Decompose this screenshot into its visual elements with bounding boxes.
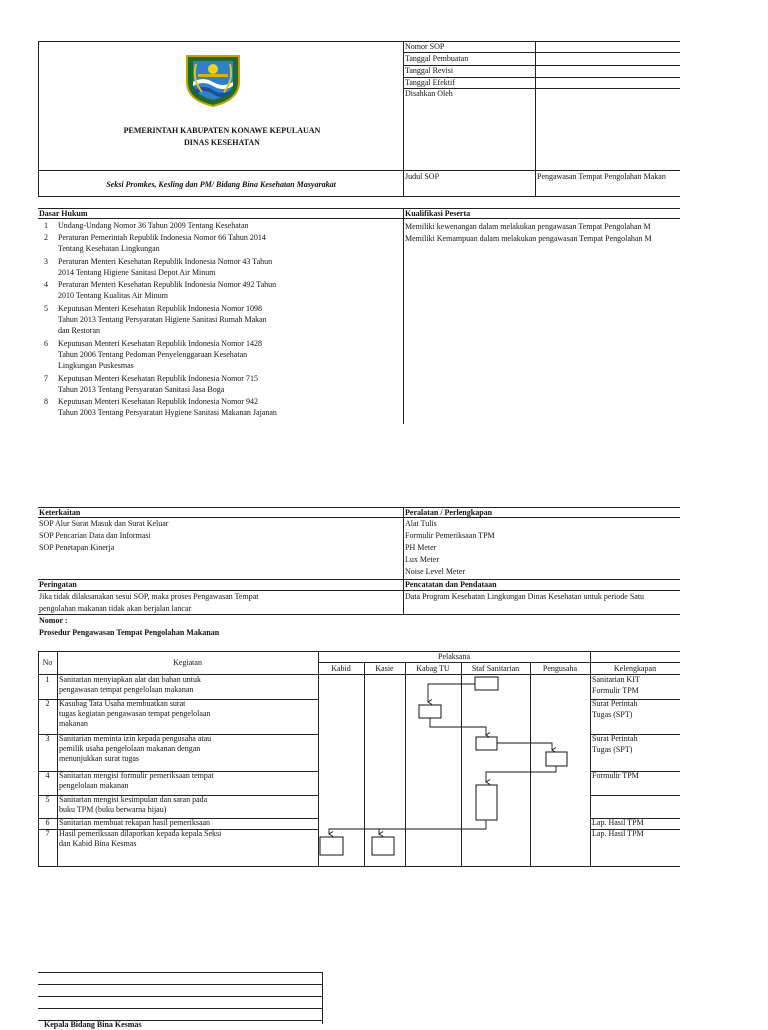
dasar-hukum-item-text: Keputusan Menteri Kesehatan Republik Indonesia Nomor 1428 <box>58 338 262 348</box>
dasar-hukum-item-text: Tentang Kesehatan Lingkungan <box>58 244 160 253</box>
peralatan-title: Peralatan / Perlengkapan <box>405 508 493 517</box>
procedure-step-text: Kasubag Tata Usaha membuatkan surat <box>59 699 186 708</box>
flow-step-7-kabid-box <box>320 837 343 855</box>
flow-step-3b-box <box>546 752 567 766</box>
dasar-hukum-item-text: Keputusan Menteri Kesehatan Republik Indonesia Nomor 715 <box>58 373 258 383</box>
procedure-step-number: 6 <box>45 818 50 827</box>
pencatatan-text: Data Program Kesehatan Lingkungan Dinas Kesehatan untuk periode Satu <box>405 592 645 601</box>
kualifikasi-item: Memiliki Kemampuan dalam melakukan pengawasan Tempat Pengolahan M <box>405 234 652 243</box>
peralatan-item: Lux Meter <box>405 555 439 564</box>
footer-line <box>38 972 322 973</box>
procedure-kelengkapan-text: Tugas (SPT) <box>592 710 633 719</box>
meta-label-tanggal-efektif: Tanggal Efektif <box>405 78 455 87</box>
peringatan-text: pengolahan makanan tidak akan berjalan lancar <box>39 604 192 613</box>
dasar-hukum-item-text: Tahun 2013 Tentang Persyaratan Higiene Sanitasi Rumah Makan <box>58 314 267 324</box>
flow-step-4-box <box>476 785 497 820</box>
procedure-step-text: menunjukkan surat tugas <box>59 754 139 763</box>
dasar-hukum-number: 8 <box>44 397 48 406</box>
dasar-hukum-item-text: Peraturan Pemerintah Republik Indonesia Nomor 66 Tahun 2014 <box>58 233 266 242</box>
procedure-step-number: 1 <box>45 675 50 684</box>
keterkaitan-item: SOP Alur Surat Masuk dan Surat Keluar <box>39 519 169 528</box>
procedure-step-number: 4 <box>45 771 50 780</box>
dasar-hukum-item-text: Keputusan Menteri Kesehatan Republik Indonesia Nomor 942 <box>58 397 258 406</box>
procedure-step-text: Sanitarian membuat rekapan hasil pemeriksaan <box>59 818 211 827</box>
procedure-kelengkapan-text: Surat Perintah <box>592 734 638 743</box>
footer-line <box>38 1008 322 1009</box>
procedure-step-text: pengawasan tempat pengelolaan makanan <box>59 685 194 694</box>
flow-step-2-box <box>419 705 441 718</box>
dasar-hukum-title: Dasar Hukum <box>39 209 88 218</box>
col-staf-sanitarian-header: Staf Sanitarian <box>471 664 520 673</box>
dasar-hukum-item-text: Peraturan Menteri Kesehatan Republik Indonesia Nomor 43 Tahun <box>58 256 273 266</box>
meta-label-tanggal-revisi: Tanggal Revisi <box>405 66 454 75</box>
procedure-step-text: Sanitarian menyiapkan alat dan bahan untuk <box>59 675 201 684</box>
dasar-hukum-number: 5 <box>44 303 48 313</box>
procedure-step-number: 2 <box>45 699 50 708</box>
org-name-line2: DINAS KESEHATAN <box>184 138 260 147</box>
peralatan-item: PH Meter <box>405 543 437 552</box>
nomor-label: Nomor : <box>39 616 68 625</box>
meta-label-nomor-sop: Nomor SOP <box>405 42 445 51</box>
procedure-step-text: pengelolaan makanan <box>59 781 129 790</box>
procedure-step-text: buku TPM (buku berwarna hijau) <box>59 805 167 814</box>
dasar-hukum-item-text: 2014 Tentang Higiene Sanitasi Depot Air Minum <box>58 267 216 277</box>
keterkaitan-title: Keterkaitan <box>39 508 81 517</box>
peralatan-item: Alat Tulis <box>405 519 437 528</box>
col-kasie-header: Kasie <box>375 664 394 673</box>
peringatan-text: Jika tidak dilaksanakan sesui SOP, maka proses Pengawasan Tempat <box>39 592 259 601</box>
keterkaitan-item: SOP Penetapan Kinerja <box>39 543 115 552</box>
procedure-step-number: 5 <box>45 795 50 804</box>
procedure-step-text: Sanitarian mengisi kesimpulan dan saran pada <box>59 795 208 804</box>
dasar-hukum-number: 1 <box>44 221 48 230</box>
org-name-line1: PEMERINTAH KABUPATEN KONAWE KEPULAUAN <box>123 126 321 135</box>
meta-label-disahkan-oleh: Disahkan Oleh <box>405 89 453 98</box>
procedure-step-text: makanan <box>59 719 88 728</box>
col-no-header: No <box>42 658 53 667</box>
procedure-step-text: dan Kabid Bina Kesmas <box>59 839 137 848</box>
judul-sop-value: Pengawasan Tempat Pengolahan Makan <box>537 172 666 181</box>
footer-right-border <box>322 972 323 1024</box>
dasar-hukum-item-text: Tahun 2013 Tentang Persyaratan Sanitasi Jasa Boga <box>58 384 225 394</box>
dasar-hukum-item-text: Tahun 2006 Tentang Pedoman Penyelenggaraan Kesehatan <box>58 349 248 359</box>
procedure-step-text: Hasil pemeriksaan dilaporkan kepada kepala Seksi <box>59 829 222 838</box>
kualifikasi-title: Kualifikasi Peserta <box>405 209 471 218</box>
col-kelengkapan-header: Kelengkapan <box>613 664 657 673</box>
dasar-hukum-number: 7 <box>44 373 48 383</box>
flow-step-3-box <box>476 737 497 750</box>
dasar-hukum-number: 4 <box>44 280 48 289</box>
dasar-hukum-item-text: Tahun 2003 Tentang Persyaratan Hygiene Sanitasi Makanan Jajanan <box>58 408 277 417</box>
peralatan-item: Formulir Pemeriksaan TPM <box>405 531 495 540</box>
dasar-hukum-item-text: Keputusan Menteri Kesehatan Republik Indonesia Nomor 1098 <box>58 303 262 313</box>
procedure-step-number: 3 <box>45 734 50 743</box>
dasar-hukum-number: 3 <box>44 256 48 266</box>
procedure-kelengkapan-text: Lap. Hasil TPM <box>592 829 644 838</box>
dasar-hukum-number: 2 <box>44 233 48 242</box>
prosedur-title: Prosedur Pengawasan Tempat Pengolahan Makanan <box>39 628 220 637</box>
pencatatan-title: Pencatatan dan Pendataan <box>405 580 497 589</box>
dasar-hukum-item-text: 2010 Tentang Kualitas Air Minum <box>58 291 168 300</box>
procedure-step-number: 7 <box>45 829 50 838</box>
col-kegiatan-header: Kegiatan <box>173 658 202 667</box>
peralatan-item: Noise Level Meter <box>405 567 465 576</box>
dasar-hukum-item-text: Peraturan Menteri Kesehatan Republik Indonesia Nomor 492 Tahun <box>58 280 277 289</box>
col-pelaksana-header: Pelaksana <box>438 652 470 661</box>
procedure-kelengkapan-text: Formulir TPM <box>592 686 639 695</box>
procedure-kelengkapan-text: Tugas (SPT) <box>592 745 633 754</box>
kualifikasi-item: Memiliki kewenangan dalam melakukan pengawasan Tempat Pengolahan M <box>405 222 651 231</box>
dasar-hukum-number: 6 <box>44 338 48 348</box>
procedure-kelengkapan-text: Surat Perintah <box>592 699 638 708</box>
peringatan-title: Peringatan <box>39 580 77 589</box>
footer-partial-text: Kepala Bidang Bina Kesmas <box>44 1020 142 1029</box>
meta-label-tanggal-pembuatan: Tanggal Pembuatan <box>405 54 469 63</box>
procedure-kelengkapan-text: Lap. Hasil TPM <box>592 818 644 827</box>
flow-step-7-kasie-box <box>372 837 394 855</box>
procedure-step-text: Sanitarian mengisi formulir pemeriksaan tempat <box>59 771 214 780</box>
flow-step-1-box <box>475 677 498 690</box>
procedure-step-text: tugas kegiatan pengawasan tempat pengelolaan <box>59 709 211 718</box>
procedure-kelengkapan-text: Formulir TPM <box>592 771 639 780</box>
judul-sop-label: Judul SOP <box>405 172 440 181</box>
keterkaitan-item: SOP Pencarian Data dan Informasi <box>39 531 151 540</box>
footer-line <box>38 984 322 985</box>
section-title: Seksi Promkes, Kesling dan PM/ Bidang Bina Kesehatan Masyarakat <box>106 180 336 189</box>
col-kabid-header: Kabid <box>331 664 351 673</box>
procedure-step-text: Sanitarian meminta izin kepada pengusaha atau <box>59 734 212 743</box>
footer-line <box>38 996 322 997</box>
procedure-step-text: pemilik usaha pengelolaan makanan dengan <box>59 744 201 753</box>
dasar-hukum-item-text: Lingkungan Puskesmas <box>58 360 134 370</box>
procedure-kelengkapan-text: Sanitarian KIT <box>592 675 640 684</box>
dasar-hukum-item-text: Undang-Undang Nomor 36 Tahun 2009 Tentang Kesehatan <box>58 221 249 230</box>
dasar-hukum-item-text: dan Restoran <box>58 325 100 335</box>
col-kabag-tu-header: Kabag TU <box>416 664 450 673</box>
col-pengusaha-header: Pengusaha <box>542 664 578 673</box>
